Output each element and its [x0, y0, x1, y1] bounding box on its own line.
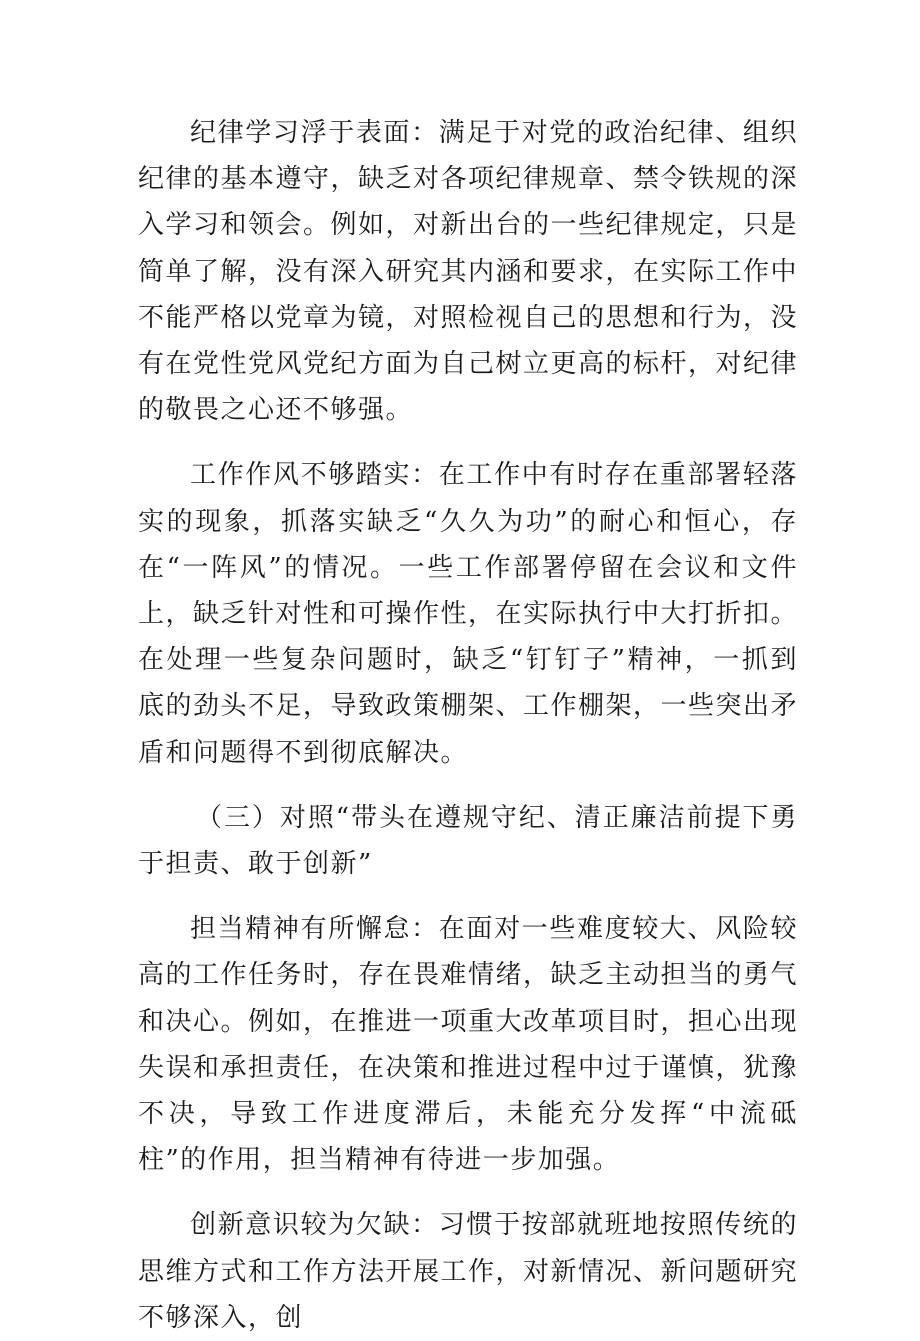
paragraph-discipline-study: 纪律学习浮于表面：满足于对党的政治纪律、组织纪律的基本遵守，缺乏对各项纪律规章、禁令铁规的深入学习和领会。例如，对新出台的一些纪律规定，只是简单了解，没有深入研究其内涵和要求，在实际工作中不能严格以党章为镜，对照检视自己的思想和行为，没有在党性党风党纪方面为自己树立更高的标杆，对纪律的敬畏之心还不够强。	[138, 118, 799, 426]
document-body	[138, 110, 798, 1341]
paragraph-work-style: 工作作风不够踏实：在工作中有时存在重部署轻落实的现象，抓落实缺乏“久久为功”的耐心和恒心，存在“一阵风”的情况。一些工作部署停留在会议和文件上，缺乏针对性和可操作性，在实际执行中大打折扣。在处理一些复杂问题时，缺乏“钉钉子”精神，一抓到底的劲头不足，导致政策棚架、工作棚架，一些突出矛盾和问题得不到彻底解决。	[138, 460, 799, 768]
paragraph-responsibility: 担当精神有所懈怠：在面对一些难度较大、风险较高的工作任务时，存在畏难情绪，缺乏主动担当的勇气和决心。例如，在推进一项重大改革项目时，担心出现失误和承担责任，在决策和推进过程中过于谨慎，犹豫不决，导致工作进度滞后，未能充分发挥“中流砥柱”的作用，担当精神有待进一步加强。	[138, 914, 799, 1176]
paragraph-innovation: 创新意识较为欠缺：习惯于按部就班地按照传统的思维方式和工作方法开展工作，对新情况、新问题研究不够深入，创	[138, 1210, 799, 1333]
section-heading: （三）对照“带头在遵规守纪、清正廉洁前提下勇于担责、敢于创新”	[138, 802, 798, 880]
